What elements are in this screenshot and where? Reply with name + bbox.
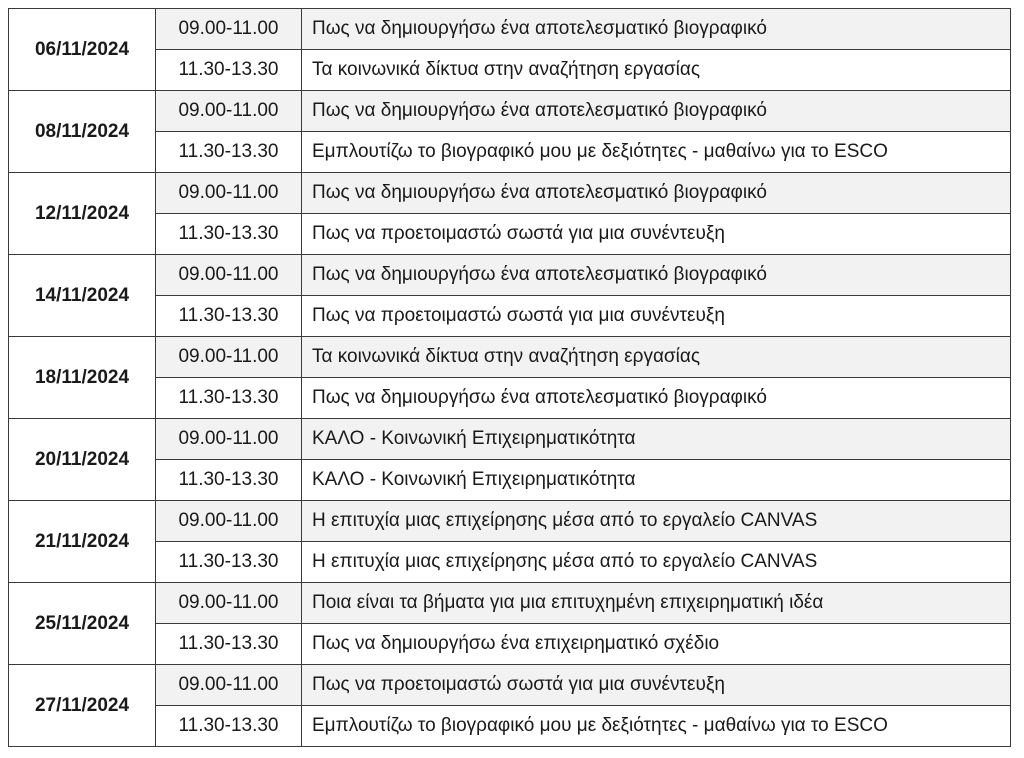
session-title-cell: Η επιτυχία μιας επιχείρησης μέσα από το εργαλείο CANVAS	[302, 501, 1011, 542]
schedule-row	[9, 378, 1011, 419]
schedule-row	[9, 255, 1011, 296]
session-title-cell: Τα κοινωνικά δίκτυα στην αναζήτηση εργασίας	[302, 50, 1011, 91]
time-slot-cell: 11.30-13.30	[156, 460, 302, 501]
session-title-cell: Πως να δημιουργήσω ένα επιχειρηματικό σχέδιο	[302, 624, 1011, 665]
schedule-row	[9, 91, 1011, 132]
time-slot-cell: 11.30-13.30	[156, 542, 302, 583]
session-title-cell: Πως να δημιουργήσω ένα αποτελεσματικό βιογραφικό	[302, 378, 1011, 419]
date-cell: 18/11/2024	[9, 337, 156, 419]
time-slot-cell: 09.00-11.00	[156, 255, 302, 296]
time-slot-cell: 09.00-11.00	[156, 583, 302, 624]
session-title-cell: Πως να δημιουργήσω ένα αποτελεσματικό βιογραφικό	[302, 91, 1011, 132]
date-cell: 20/11/2024	[9, 419, 156, 501]
schedule-row	[9, 132, 1011, 173]
time-slot-cell: 11.30-13.30	[156, 132, 302, 173]
session-title-cell: Πως να δημιουργήσω ένα αποτελεσματικό βιογραφικό	[302, 9, 1011, 50]
schedule-row	[9, 460, 1011, 501]
time-slot-cell: 09.00-11.00	[156, 501, 302, 542]
schedule-row	[9, 706, 1011, 747]
session-title-cell: Ποια είναι τα βήματα για μια επιτυχημένη επιχειρηματική ιδέα	[302, 583, 1011, 624]
schedule-row	[9, 542, 1011, 583]
schedule-row	[9, 9, 1011, 50]
schedule-row	[9, 296, 1011, 337]
time-slot-cell: 11.30-13.30	[156, 624, 302, 665]
date-cell: 06/11/2024	[9, 9, 156, 91]
session-title-cell: Πως να δημιουργήσω ένα αποτελεσματικό βιογραφικό	[302, 173, 1011, 214]
date-cell: 27/11/2024	[9, 665, 156, 747]
time-slot-cell: 11.30-13.30	[156, 296, 302, 337]
session-title-cell: Εμπλουτίζω το βιογραφικό μου με δεξιότητες - μαθαίνω για το ESCO	[302, 706, 1011, 747]
schedule-row	[9, 583, 1011, 624]
schedule-row	[9, 665, 1011, 706]
time-slot-cell: 11.30-13.30	[156, 50, 302, 91]
time-slot-cell: 09.00-11.00	[156, 419, 302, 460]
time-slot-cell: 09.00-11.00	[156, 665, 302, 706]
schedule-row	[9, 624, 1011, 665]
date-cell: 12/11/2024	[9, 173, 156, 255]
time-slot-cell: 09.00-11.00	[156, 9, 302, 50]
schedule-row	[9, 419, 1011, 460]
time-slot-cell: 09.00-11.00	[156, 91, 302, 132]
time-slot-cell: 09.00-11.00	[156, 173, 302, 214]
date-cell: 14/11/2024	[9, 255, 156, 337]
schedule-table	[8, 8, 1011, 747]
session-title-cell: Πως να προετοιμαστώ σωστά για μια συνέντευξη	[302, 214, 1011, 255]
session-title-cell: Η επιτυχία μιας επιχείρησης μέσα από το εργαλείο CANVAS	[302, 542, 1011, 583]
schedule-row	[9, 50, 1011, 91]
schedule-row	[9, 214, 1011, 255]
schedule-row	[9, 173, 1011, 214]
session-title-cell: Πως να προετοιμαστώ σωστά για μια συνέντευξη	[302, 665, 1011, 706]
session-title-cell: ΚΑΛΟ - Κοινωνική Επιχειρηματικότητα	[302, 419, 1011, 460]
date-cell: 25/11/2024	[9, 583, 156, 665]
session-title-cell: Πως να προετοιμαστώ σωστά για μια συνέντευξη	[302, 296, 1011, 337]
time-slot-cell: 11.30-13.30	[156, 214, 302, 255]
time-slot-cell: 09.00-11.00	[156, 337, 302, 378]
schedule-row	[9, 501, 1011, 542]
session-title-cell: Πως να δημιουργήσω ένα αποτελεσματικό βιογραφικό	[302, 255, 1011, 296]
session-title-cell: ΚΑΛΟ - Κοινωνική Επιχειρηματικότητα	[302, 460, 1011, 501]
session-title-cell: Τα κοινωνικά δίκτυα στην αναζήτηση εργασίας	[302, 337, 1011, 378]
date-cell: 08/11/2024	[9, 91, 156, 173]
schedule-body	[9, 9, 1011, 747]
schedule-row	[9, 337, 1011, 378]
time-slot-cell: 11.30-13.30	[156, 706, 302, 747]
session-title-cell: Εμπλουτίζω το βιογραφικό μου με δεξιότητες - μαθαίνω για το ESCO	[302, 132, 1011, 173]
time-slot-cell: 11.30-13.30	[156, 378, 302, 419]
date-cell: 21/11/2024	[9, 501, 156, 583]
